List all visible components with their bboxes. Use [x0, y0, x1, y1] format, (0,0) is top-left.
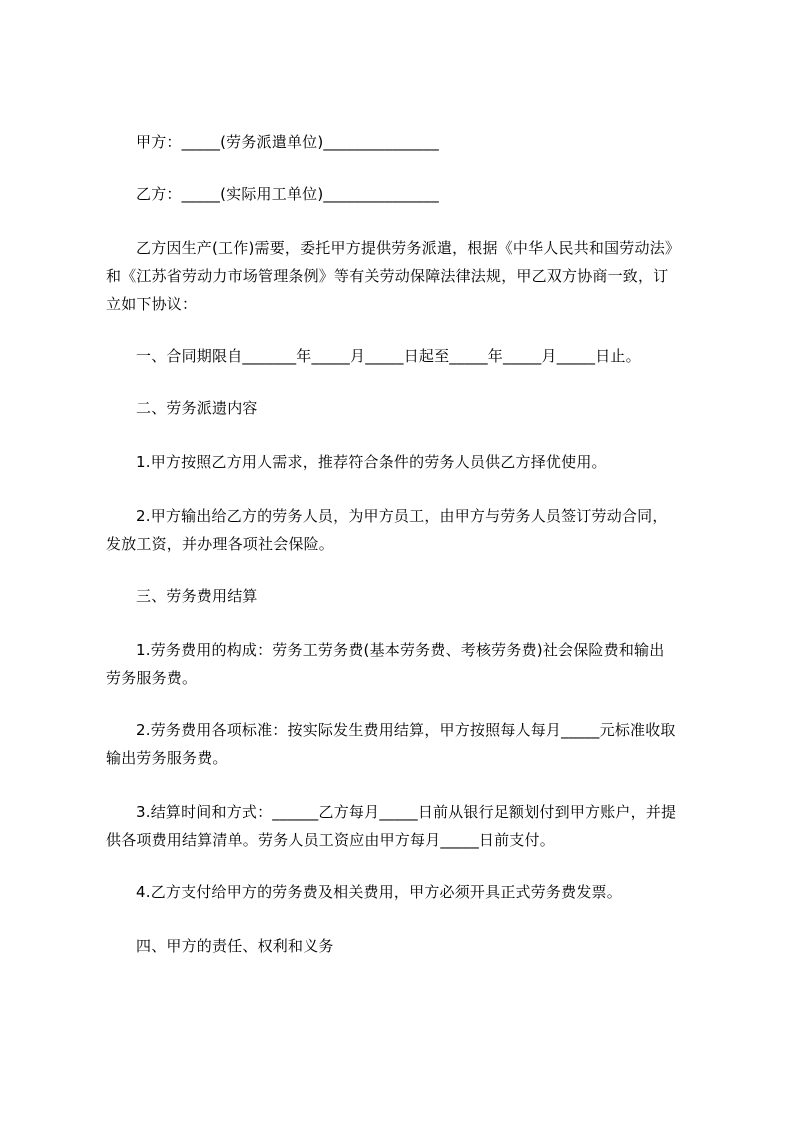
- section-4-title: 四、甲方的责任、权利和义务: [136, 937, 334, 955]
- section-1-line: 一、合同期限自_______年_____月_____日起至_____年_____月_____日止。: [136, 347, 641, 365]
- section-3-item-2-line-1: 2.劳务费用各项标准：按实际发生费用结算，甲方按照每人每月_____元标准收取: [136, 721, 676, 739]
- section-2-title: 二、劳务派遗内容: [136, 399, 258, 417]
- section-2-item-2-line-2: 发放工资，并办理各项社会保险。: [106, 535, 335, 553]
- intro-line-2: 和《江苏省劳动力市场管理条例》等有关劳动保障法律法规，甲乙双方协商一致，订: [106, 267, 669, 285]
- section-3-item-3-line-2: 供各项费用结算清单。劳务人员工资应由甲方每月_____日前支付。: [106, 831, 555, 849]
- section-3-item-4: 4.乙方支付给甲方的劳务费及相关费用，甲方必须开具正式劳务费发票。: [136, 883, 622, 901]
- party-b-line: 乙方：_____(实际用工单位)_______________: [136, 185, 439, 203]
- section-2-item-2-line-1: 2.甲方输出给乙方的劳务人员，为甲方员工，由甲方与劳务人员签订劳动合同，: [136, 507, 668, 525]
- intro-line-1: 乙方因生产(工作)需要，委托甲方提供劳务派遣，根据《中华人民共和国劳动法》: [136, 239, 681, 257]
- section-3-item-1-line-1: 1.劳务费用的构成：劳务工劳务费(基本劳务费、考核劳务费)社会保险费和输出: [136, 641, 665, 659]
- intro-line-3: 立如下协议：: [106, 295, 198, 313]
- section-3-title: 三、劳务费用结算: [136, 587, 258, 605]
- section-3-item-1-line-2: 劳务服务费。: [106, 669, 198, 687]
- section-2-item-1: 1.甲方按照乙方用人需求，推荐符合条件的劳务人员供乙方择优使用。: [136, 453, 607, 471]
- section-3-item-2-line-2: 输出劳务服务费。: [106, 749, 228, 767]
- party-a-line: 甲方：_____(劳务派遣单位)_______________: [136, 133, 439, 151]
- section-3-item-3-line-1: 3.结算时间和方式：______乙方每月_____日前从银行足额划付到甲方账户，并提: [136, 803, 677, 821]
